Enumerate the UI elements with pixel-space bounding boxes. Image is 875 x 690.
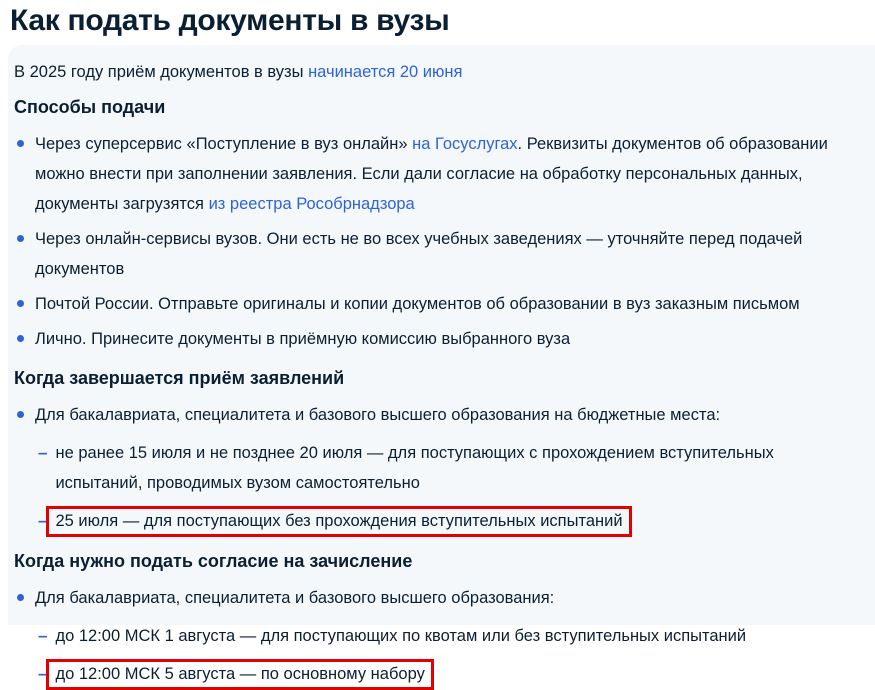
text-segment: Через суперсервис «Поступление в вуз онлайн» bbox=[35, 135, 413, 153]
sub-list-item bbox=[38, 506, 861, 537]
list-item bbox=[14, 400, 861, 430]
sub-item-text: до 12:00 МСК 1 августа — для поступающих по квотам или без вступительных испытаний bbox=[55, 627, 747, 645]
rosobrnadzor-registry-link[interactable]: из реестра Рособрнадзора bbox=[208, 195, 415, 213]
intro-text: В 2025 году приём документов в вузы bbox=[14, 63, 309, 81]
gosuslugi-link[interactable]: на Госуслугах bbox=[412, 135, 518, 153]
section-heading-consent: Когда нужно подать согласие на зачисление bbox=[14, 551, 413, 571]
intro-paragraph bbox=[14, 61, 861, 83]
list-item-text: Лично. Принесите документы в приёмную комиссию выбранного вуза bbox=[35, 330, 571, 348]
list-item bbox=[14, 129, 861, 219]
list-item bbox=[14, 289, 861, 319]
list-item bbox=[14, 324, 861, 354]
sub-item-text: не ранее 15 июля и не позднее 20 июля — для поступающих с прохождением вступительных испытаний, проводимых вузом самостоятельно bbox=[55, 444, 774, 492]
list-item bbox=[14, 583, 861, 613]
bullet-icon bbox=[17, 411, 24, 418]
section-heading-deadline: Когда завершается приём заявлений bbox=[14, 368, 345, 388]
list-item-text: Для бакалавриата, специалитета и базового высшего образования на бюджетные места: bbox=[35, 406, 721, 424]
deadline-bullet-list bbox=[14, 400, 861, 430]
list-item-text: Через онлайн-сервисы вузов. Они есть не во всех учебных заведениях — уточняйте перед подачей документов bbox=[35, 230, 803, 278]
bullet-icon bbox=[17, 140, 24, 147]
sub-list-item bbox=[38, 438, 861, 498]
bullet-icon bbox=[17, 300, 24, 307]
red-highlight-box: до 12:00 МСК 5 августа — по основному набору bbox=[46, 659, 433, 690]
dash-icon bbox=[38, 621, 47, 651]
red-highlight-box: 25 июля — для поступающих без прохождения вступительных испытаний bbox=[46, 506, 631, 537]
page-title: Как подать документы в вузы bbox=[10, 4, 450, 37]
content-card bbox=[8, 45, 875, 683]
intro-link[interactable]: начинается 20 июня bbox=[308, 63, 463, 81]
dash-icon bbox=[38, 438, 47, 468]
sub-list-item bbox=[38, 659, 861, 690]
bullet-icon bbox=[17, 594, 24, 601]
list-item-text: Почтой России. Отправьте оригиналы и копии документов об образовании в вуз заказным письмом bbox=[35, 295, 800, 313]
ways-bullet-list bbox=[14, 129, 861, 354]
list-item-text bbox=[35, 129, 861, 219]
bullet-icon bbox=[17, 235, 24, 242]
list-item bbox=[14, 224, 861, 284]
bullet-icon bbox=[17, 335, 24, 342]
sub-list-item bbox=[38, 621, 861, 651]
list-item-text: Для бакалавриата, специалитета и базового высшего образования: bbox=[35, 589, 555, 607]
section-heading-ways: Способы подачи bbox=[14, 97, 166, 117]
consent-bullet-list bbox=[14, 583, 861, 613]
text-segment: . Реквизиты документов об образовании можно внести при заполнении заявления. Если дали согласие на обработку персональных данных, документы загрузятся bbox=[35, 135, 828, 213]
